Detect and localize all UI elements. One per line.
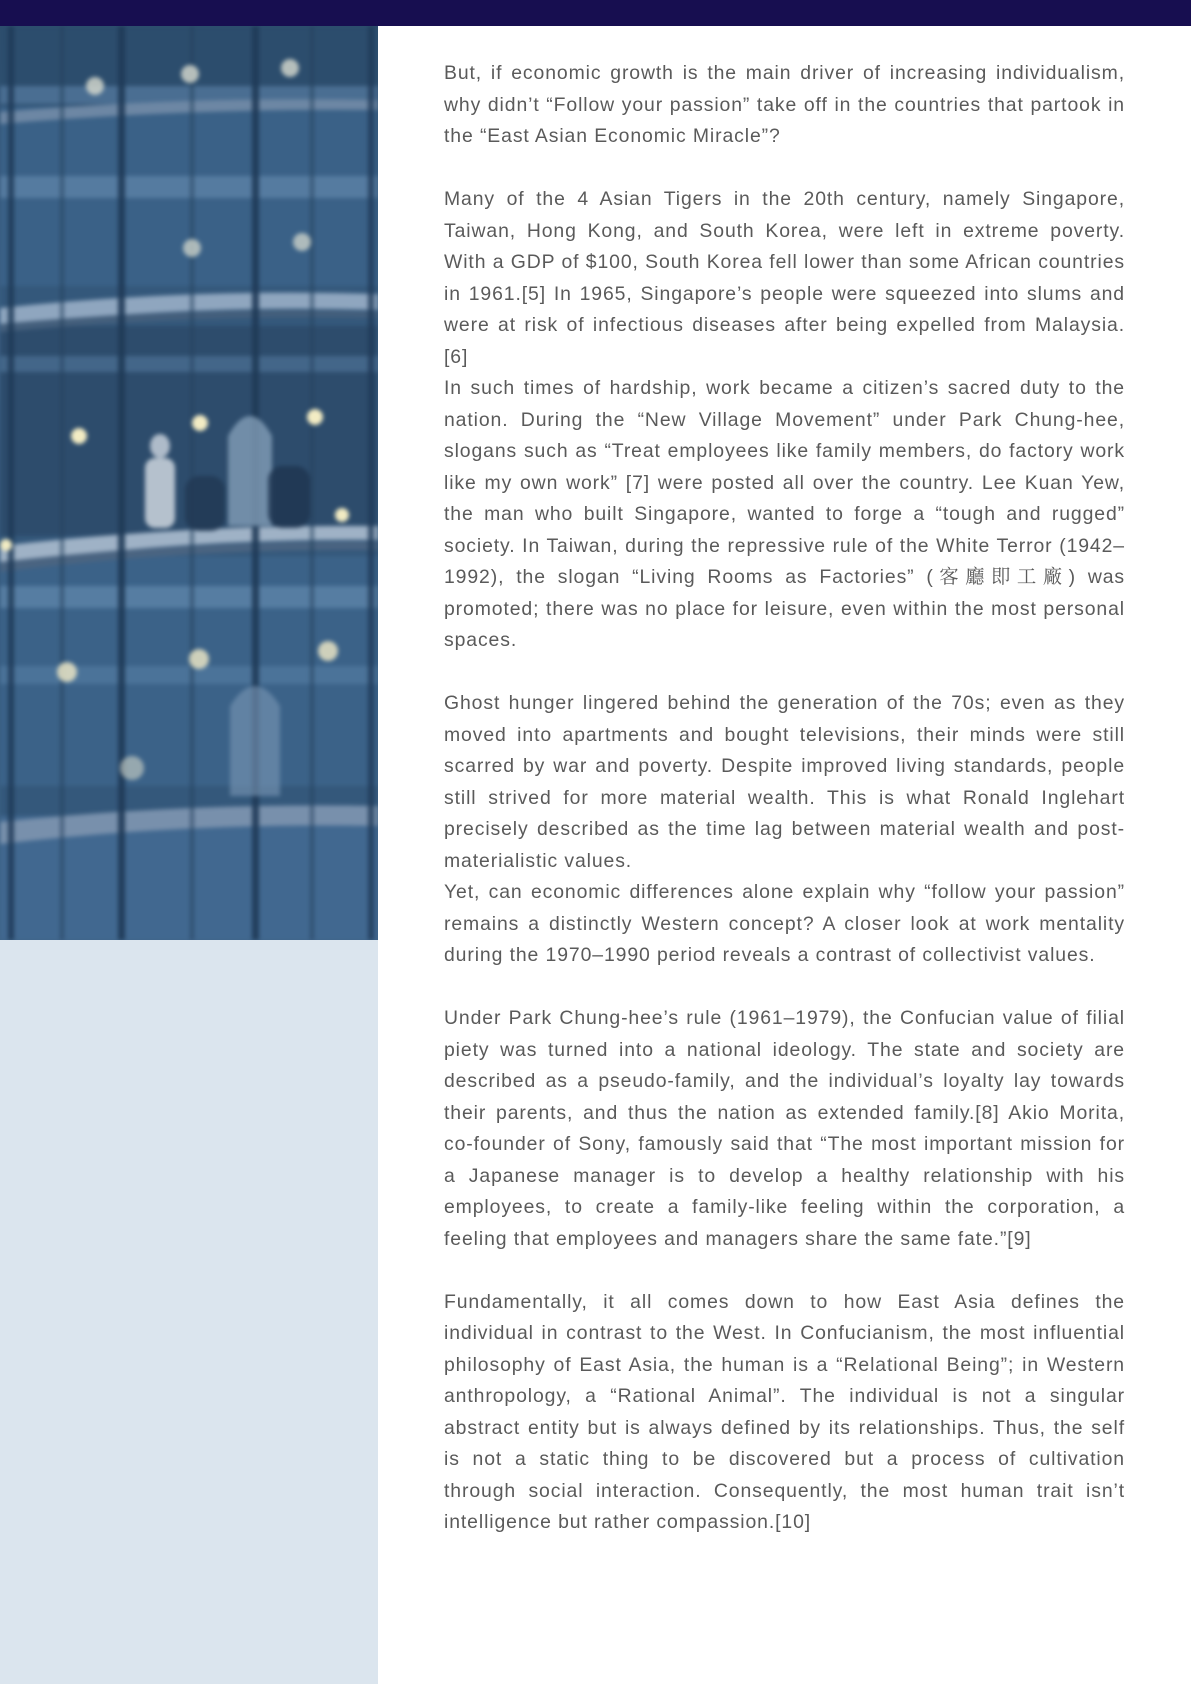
article-paragraph: Under Park Chung-hee’s rule (1961–1979), the Confucian value of filial piety was turned into a national ideology. The state and society are described as a pseudo-family, and the individual’s loyalty lay towards their parents, and thus the nation as extended family.[8] Akio Morita, co-founder of Sony, famously said that “The most important mission for a Japanese manager is to develop a healthy relationship with his employees, to create a family-like feeling within the corporation, a feeling that employees and managers share the same fate.”[9] [444, 1007, 1125, 1250]
article-paragraph: Many of the 4 Asian Tigers in the 20th century, namely Singapore, Taiwan, Hong Kong, and South Korea, were left in extreme poverty. With a GDP of $100, South Korea fell lower than some African countries in 1961.[5] In 1965, Singapore’s people were squeezed into slums and were at risk of infectious diseases after being expelled from Malaysia.[6] [444, 188, 1125, 368]
building-facade-illustration [0, 26, 378, 940]
top-accent-bar [0, 0, 1191, 26]
article-paragraph: Ghost hunger lingered behind the generation of the 70s; even as they moved into apartments and bought televisions, their minds were still scarred by war and poverty. Despite improved living standards, people still strived for more material wealth. This is what Ronald Inglehart precisely described as the time lag between material wealth and post-materialistic values. [444, 692, 1125, 872]
office-building-photo [0, 26, 378, 940]
article-body [444, 58, 1125, 1539]
article-paragraph: But, if economic growth is the main driver of increasing individualism, why didn’t “Follow your passion” take off in the countries that partook in the “East Asian Economic Miracle”? [444, 62, 1125, 147]
article-paragraph: Fundamentally, it all comes down to how East Asia defines the individual in contrast to the West. In Confucianism, the most influential philosophy of East Asia, the human is a “Relational Being”; in Western anthropology, a “Rational Animal”. The individual is not a singular abstract entity but is always defined by its relationships. Thus, the self is not a static thing to be discovered but a process of cultivation through social interaction. Consequently, the most human trait isn’t intelligence but rather compassion.[10] [444, 1290, 1125, 1533]
article-paragraph: In such times of hardship, work became a citizen’s sacred duty to the nation. During the “New Village Movement” under Park Chung-hee, slogans such as “Treat employees like family members, do factory work like my own work” [7] were posted all over the country. Lee Kuan Yew, the man who built Singapore, wanted to forge a “tough and rugged” society. In Taiwan, during the repressive rule of the White Terror (1942–1992), the slogan “Living Rooms as Factories” (客廳即工廠) was promoted; there was no place for leisure, even within the most personal spaces. [444, 377, 1125, 651]
article-paragraph: Yet, can economic differences alone explain why “follow your passion” remains a distinctly Western concept? A closer look at work mentality during the 1970–1990 period reveals a contrast of collectivist values. [444, 881, 1125, 966]
